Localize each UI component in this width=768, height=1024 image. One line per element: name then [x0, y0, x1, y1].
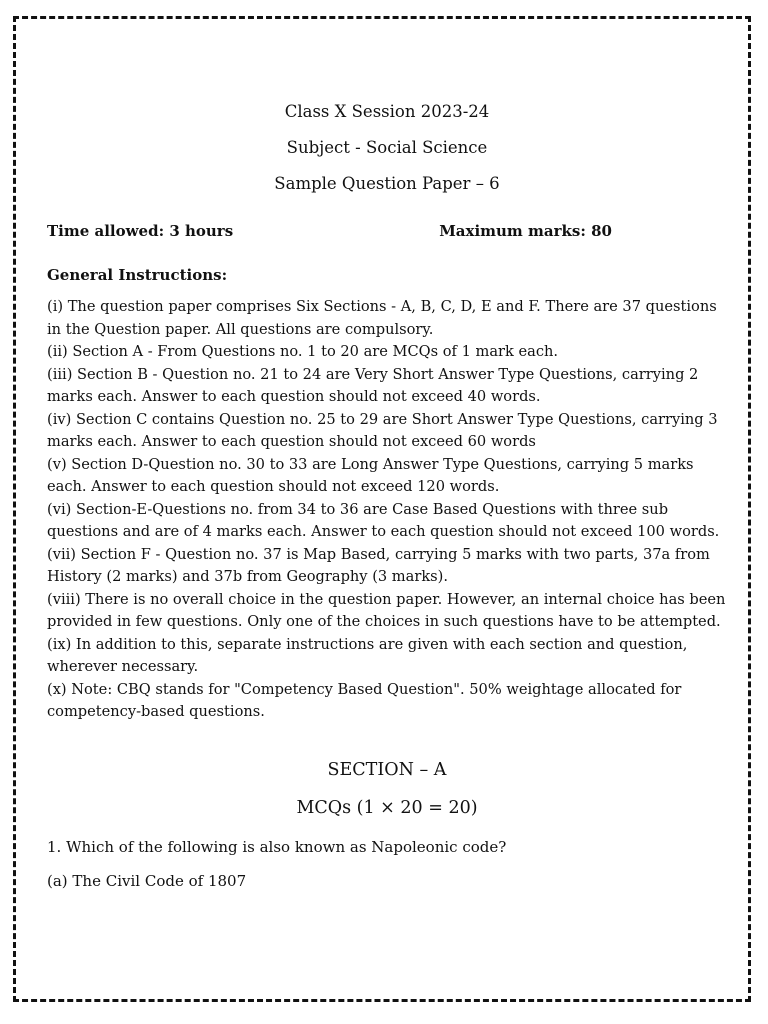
instruction-item: (viii) There is no overall choice in the question paper. However, an internal choice has been provided in few questions. Only one of the choices in such questions have to be attempted. [47, 590, 726, 630]
class-session-heading: Class X Session 2023-24 [284, 102, 490, 121]
question-1-option-a: (a) The Civil Code of 1807 [47, 871, 247, 890]
time-allowed: Time allowed: 3 hours [47, 222, 234, 240]
document-content [47, 94, 727, 892]
instruction-item: (x) Note: CBQ stands for "Competency Based Question". 50% weightage allocated for competency-based questions. [47, 680, 682, 720]
maximum-marks: Maximum marks: 80 [439, 222, 612, 240]
question-1: 1. Which of the following is also known as Napoleonic code? [47, 837, 507, 856]
subject-heading: Subject - Social Science [286, 138, 488, 157]
instruction-item: (vi) Section-E-Questions no. from 34 to 36 are Case Based Questions with three sub questions and are of 4 marks each. Answer to each question should not exceed 100 words. [47, 500, 720, 540]
general-instructions-title: General Instructions: [47, 266, 228, 284]
section-a-title: SECTION – A [327, 759, 447, 780]
instruction-item: (ii) Section A - From Questions no. 1 to 20 are MCQs of 1 mark each. [47, 343, 559, 360]
instruction-item: (i) The question paper comprises Six Sections - A, B, C, D, E and F. There are 37 questions in the Question paper. All questions are compulsory. [47, 298, 717, 338]
instruction-item: (iv) Section C contains Question no. 25 to 29 are Short Answer Type Questions, carrying 3 marks each. Answer to each question should not exceed 60 words [47, 410, 718, 450]
paper-title-heading: Sample Question Paper – 6 [274, 174, 500, 193]
instruction-item: (v) Section D-Question no. 30 to 33 are Long Answer Type Questions, carrying 5 marks each. Answer to each question should not exceed 120 words. [47, 455, 694, 495]
instructions-list [47, 296, 727, 724]
exam-meta-row [47, 220, 727, 242]
instruction-item: (vii) Section F - Question no. 37 is Map Based, carrying 5 marks with two parts, 37a from History (2 marks) and 37b from Geography (3 marks). [47, 545, 710, 585]
instruction-item: (ix) In addition to this, separate instructions are given with each section and question, wherever necessary. [47, 635, 688, 675]
mcq-subtitle: MCQs (1 × 20 = 20) [296, 797, 478, 818]
instruction-item: (iii) Section B - Question no. 21 to 24 are Very Short Answer Type Questions, carrying 2 marks each. Answer to each question should not exceed 40 words. [47, 365, 699, 405]
